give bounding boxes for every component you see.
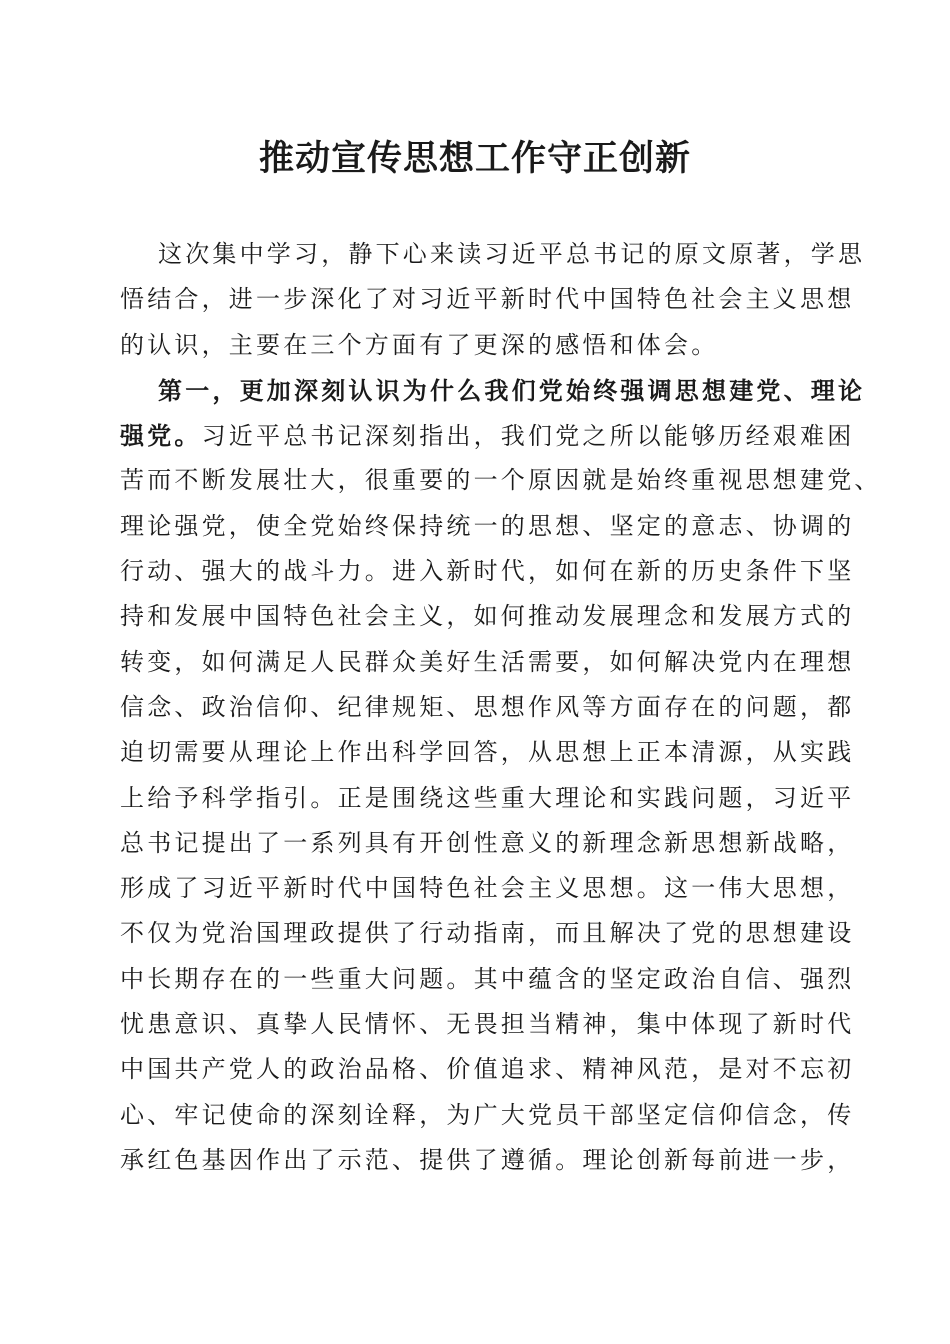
paragraph-line: 迫切需要从理论上作出科学回答，从思想上正本清源，从实践 bbox=[120, 738, 855, 767]
paragraph-line: 形成了习近平新时代中国特色社会主义思想。这一伟大思想， bbox=[120, 874, 855, 903]
paragraph-line: 总书记提出了一系列具有开创性意义的新理念新思想新战略， bbox=[120, 828, 855, 857]
paragraph-line: 忧患意识、真挚人民情怀、无畏担当精神，集中体现了新时代 bbox=[120, 1010, 855, 1039]
section-heading-line: 第一，更加深刻认识为什么我们党始终强调思想建党、理论 bbox=[158, 375, 866, 405]
paragraph-line-mixed bbox=[120, 413, 855, 458]
paragraph-line: 的认识，主要在三个方面有了更深的感悟和体会。 bbox=[120, 330, 719, 359]
paragraph-line: 理论强党，使全党始终保持统一的思想、坚定的意志、协调的 bbox=[120, 511, 855, 540]
paragraph-line: 承红色基因作出了示范、提供了遵循。理论创新每前进一步， bbox=[120, 1145, 855, 1174]
paragraph-line: 这次集中学习，静下心来读习近平总书记的原文原著，学思 bbox=[158, 240, 866, 268]
paragraph-line: 转变，如何满足人民群众美好生活需要，如何解决党内在理想 bbox=[120, 647, 855, 676]
paragraph-line: 持和发展中国特色社会主义，如何推动发展理念和发展方式的 bbox=[120, 602, 855, 631]
paragraph-line: 中长期存在的一些重大问题。其中蕴含的坚定政治自信、强烈 bbox=[120, 964, 855, 993]
paragraph-line: 信念、政治信仰、纪律规矩、思想作风等方面存在的问题，都 bbox=[120, 692, 855, 721]
section-heading-end: 强党。 bbox=[120, 421, 202, 451]
document-body bbox=[120, 232, 882, 1183]
paragraph-line: 悟结合，进一步深化了对习近平新时代中国特色社会主义思想 bbox=[120, 285, 855, 314]
paragraph-line: 不仅为党治国理政提供了行动指南，而且解决了党的思想建设 bbox=[120, 919, 855, 948]
paragraph-line: 行动、强大的战斗力。进入新时代，如何在新的历史条件下坚 bbox=[120, 557, 855, 586]
paragraph-line: 中国共产党人的政治品格、价值追求、精神风范，是对不忘初 bbox=[120, 1055, 855, 1084]
paragraph-line: 上给予科学指引。正是围绕这些重大理论和实践问题，习近平 bbox=[120, 783, 855, 812]
paragraph-line: 心、牢记使命的深刻诠释，为广大党员干部坚定信仰信念，传 bbox=[120, 1100, 855, 1129]
paragraph-text: 习近平总书记深刻指出，我们党之所以能够历经艰难困 bbox=[201, 422, 855, 451]
document-title: 推动宣传思想工作守正创新 bbox=[258, 138, 691, 179]
paragraph-line: 苦而不断发展壮大，很重要的一个原因就是始终重视思想建党、 bbox=[120, 466, 882, 495]
